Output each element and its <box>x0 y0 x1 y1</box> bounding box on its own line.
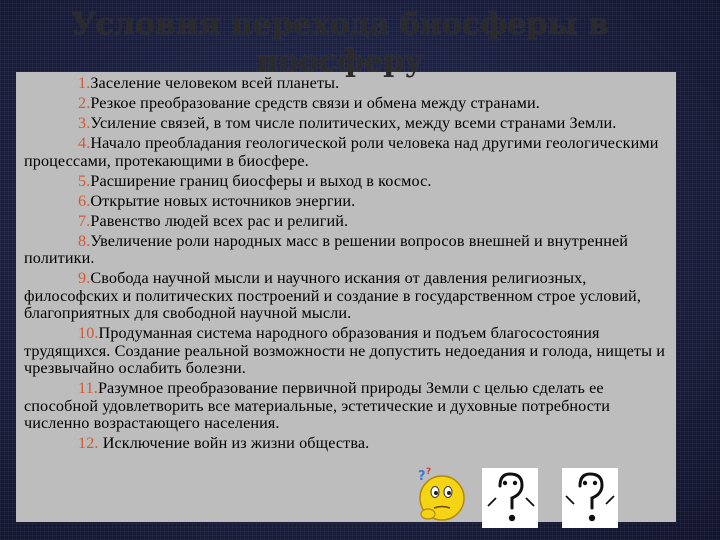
list-item <box>24 213 674 231</box>
item-number: 6. <box>78 191 91 210</box>
item-text: Заселение человеком всей планеты. <box>90 74 340 92</box>
list-item <box>24 380 674 433</box>
item-number: 4. <box>78 134 91 152</box>
item-text: Продуманная система народного образования и подъем благосостояния трудящихся. Создание реальной возможности не допустить недоедания и голода, нищеты и чрезвычайно ослабить болезни. <box>24 324 665 377</box>
svg-text:?: ? <box>426 467 432 477</box>
item-text: Резкое преобразование средств связи и обмена между странами. <box>90 94 540 112</box>
item-number: 5. <box>78 171 91 190</box>
item-text: Расширение границ биосферы и выход в космос. <box>90 171 432 190</box>
list-item <box>24 325 674 378</box>
item-number: 3. <box>78 114 91 132</box>
item-number: 8. <box>78 231 91 250</box>
item-number: 2. <box>78 94 91 112</box>
item-number: 7. <box>78 211 91 230</box>
list-item <box>24 270 674 323</box>
svg-text:?: ? <box>418 469 426 484</box>
list-item <box>24 95 674 113</box>
item-number: 11. <box>78 379 98 397</box>
item-number: 10. <box>78 324 99 342</box>
list-item <box>24 233 674 268</box>
item-number: 1. <box>78 74 91 92</box>
item-text: Усиление связей, в том числе политических, между всеми странами Земли. <box>90 114 617 132</box>
conditions-list <box>24 75 674 455</box>
list-item <box>24 75 674 93</box>
question-mark-face-icon <box>562 468 618 528</box>
item-text: Равенство людей всех рас и религий. <box>90 211 349 230</box>
question-mark-face-icon <box>482 468 538 528</box>
slide-title: Условия перехода биосферы в ноосферу <box>71 7 609 79</box>
item-number: 12. <box>78 434 99 452</box>
item-text: Увеличение роли народных масс в решении вопросов внешней и внутренней политики. <box>24 231 629 267</box>
list-item <box>24 435 674 453</box>
list-item <box>24 135 674 170</box>
item-text: Разумное преобразование первичной природы Земли с целью сделать ее способной удовлетворить все материальные, эстетические и духовные потребности численно возрастающего населения. <box>24 379 610 432</box>
item-text: Открытие новых источников энергии. <box>90 191 356 210</box>
list-item <box>24 193 674 211</box>
item-text: Начало преобладания геологической роли человека над другими геологическими процессами, протекающими в биосфере. <box>24 134 659 170</box>
decoration-faces <box>412 468 642 528</box>
list-item <box>24 115 674 133</box>
thinking-smiley-icon <box>412 464 470 526</box>
item-text: Исключение войн из жизни общества. <box>102 434 370 452</box>
item-text: Свобода научной мысли и научного искания от давления религиозных, философских и политических построений и создание в государственном строе условий, благоприятных для свободной научной мысли. <box>24 269 641 322</box>
item-number: 9. <box>78 269 91 287</box>
list-item <box>24 173 674 191</box>
